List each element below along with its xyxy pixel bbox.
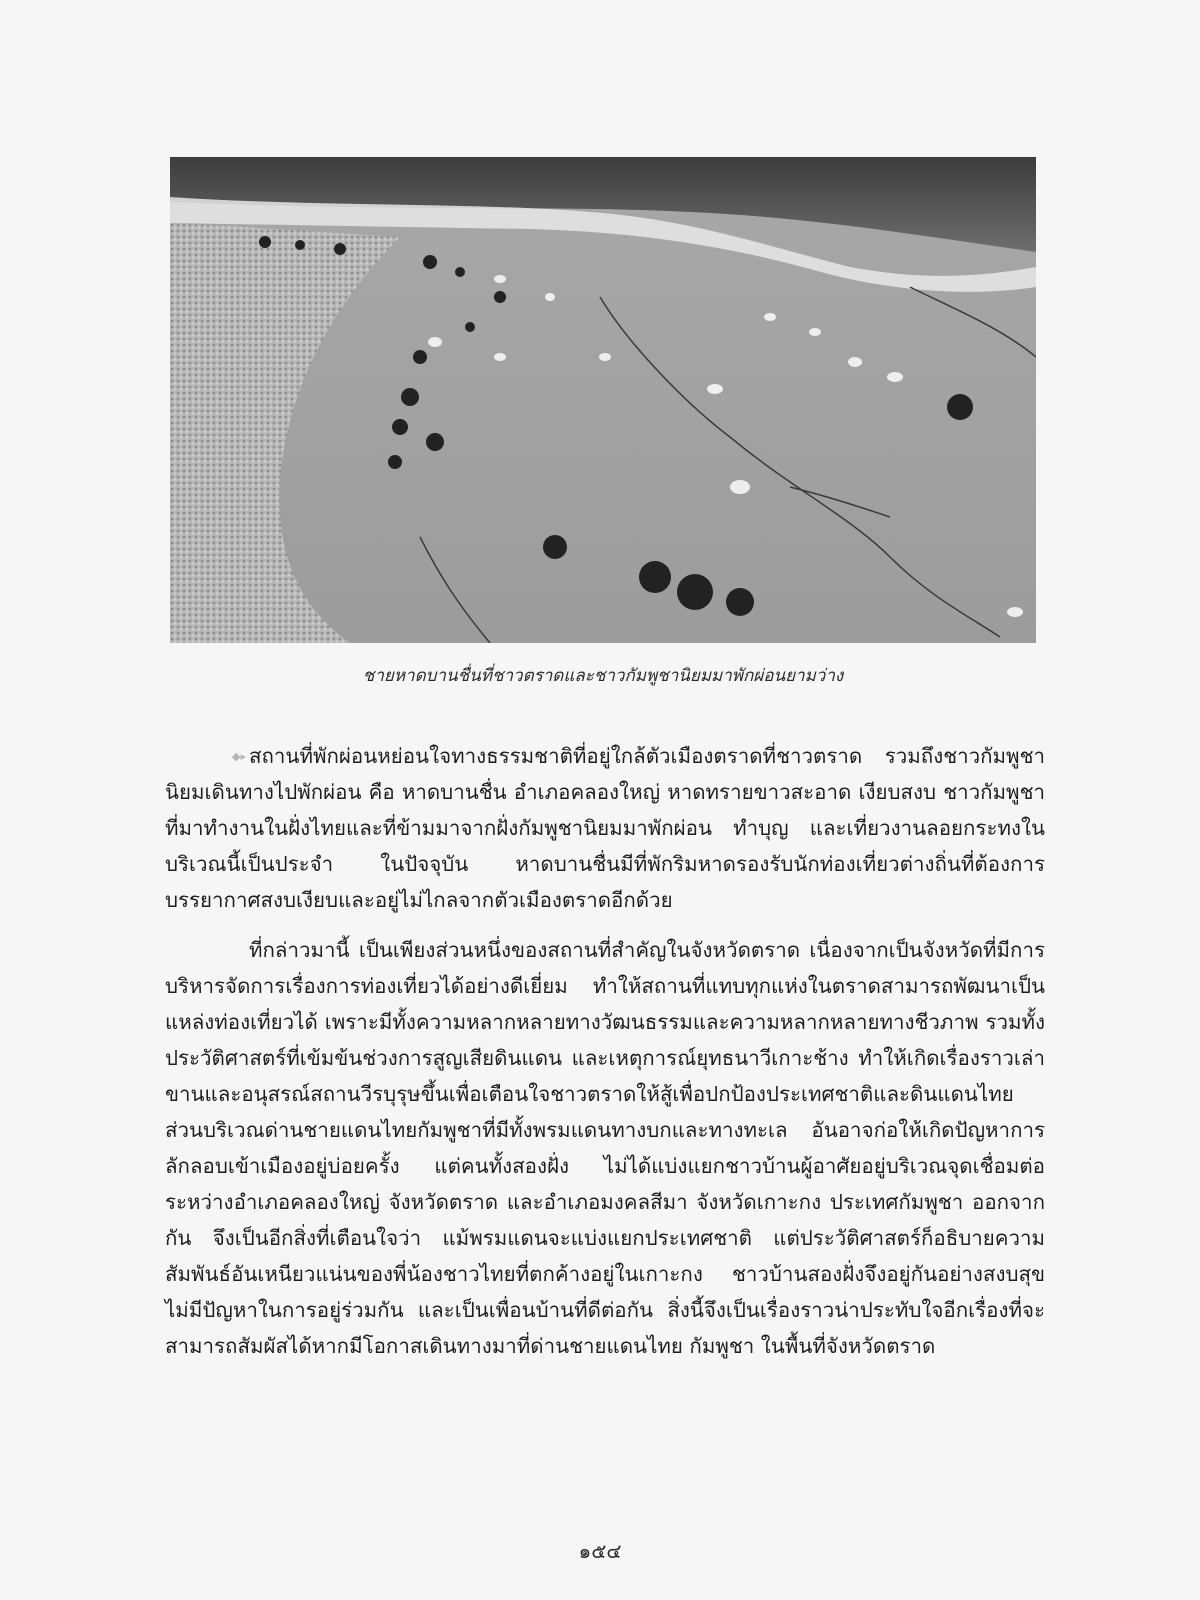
beach-photo [170,157,1036,643]
paragraph [165,932,1045,1364]
paragraph-text: ที่กล่าวมานี้ เป็นเพียงส่วนหนึ่งของสถานที่สำคัญในจังหวัดตราด เนื่องจากเป็นจังหวัดที่มีการบริหารจัดการเรื่องการท่องเที่ยวได้อย่างดีเยี่ยม ทำให้สถานที่แทบทุกแห่งในตราดสามารถพัฒนาเป็นแหล่งท่องเที่ยวได้ เพราะมีทั้งความหลากหลายทางวัฒนธรรมและความหลากหลายทางชีวภาพ รวมทั้งประวัติศาสตร์ที่เข้มข้นช่วงการสูญเสียดินแดน และเหตุการณ์ยุทธนาวีเกาะช้าง ทำให้เกิดเรื่องราวเล่าขานและอนุสรณ์สถานวีรบุรุษขึ้นเพื่อเตือนใจชาวตราดให้สู้เพื่อปกป้องประเทศชาติและดินแดนไทย ส่วนบริเวณด่านชายแดนไทยกัมพูชาที่มีทั้งพรมแดนทางบกและทางทะเล อันอาจก่อให้เกิดปัญหาการลักลอบเข้าเมืองอยู่บ่อยครั้ง แต่คนทั้งสองฝั่ง ไม่ได้แบ่งแยกชาวบ้านผู้อาศัยอยู่บริเวณจุดเชื่อมต่อระหว่างอำเภอคลองใหญ่ จังหวัดตราด และอำเภอมงคลสีมา จังหวัดเกาะกง ประเทศกัมพูชา ออกจากกัน จึงเป็นอีกสิ่งที่เตือนใจว่า แม้พรมแดนจะแบ่งแยกประเทศชาติ แต่ประวัติศาสตร์ก็อธิบายความสัมพันธ์อันเหนียวแน่นของพี่น้องชาวไทยที่ตกค้างอยู่ในเกาะกง ชาวบ้านสองฝั่งจึงอยู่กันอย่างสงบสุข ไม่มีปัญหาในการอยู่ร่วมกัน และเป็นเพื่อนบ้านที่ดีต่อกัน สิ่งนี้จึงเป็นเรื่องราวน่าประทับใจอีกเรื่องที่จะสามารถสัมผัสได้หากมีโอกาสเดินทางมาที่ด่านชายแดนไทย กัมพูชา ในพื้นที่จังหวัดตราด [165,938,1045,1358]
body-text [165,738,1045,1364]
paragraph-marker-icon: ◆▸ [232,750,246,763]
paragraph-text: สถานที่พักผ่อนหย่อนใจทางธรรมชาติที่อยู่ใกล้ตัวเมืองตราดที่ชาวตราด รวมถึงชาวกัมพูชานิยมเดินทางไปพักผ่อน คือ หาดบานชื่น อำเภอคลองใหญ่ หาดทรายขาวสะอาด เงียบสงบ ชาวกัมพูชาที่มาทำงานในฝั่งไทยและที่ข้ามมาจากฝั่งกัมพูชานิยมมาพักผ่อน ทำบุญ และเที่ยวงานลอยกระทงในบริเวณนี้เป็นประจำ ในปัจจุบัน หาดบานชื่นมีที่พักริมหาดรองรับนักท่องเที่ยวต่างถิ่นที่ต้องการบรรยากาศสงบเงียบและอยู่ไม่ไกลจากตัวเมืองตราดอีกด้วย [165,744,1045,912]
paragraph [165,738,1045,918]
page-number: ๑๕๔ [578,1539,622,1563]
photo-caption: ชายหาดบานชื่นที่ชาวตราดและชาวกัมพูชานิยมมาพักผ่อนยามว่าง [362,666,844,686]
